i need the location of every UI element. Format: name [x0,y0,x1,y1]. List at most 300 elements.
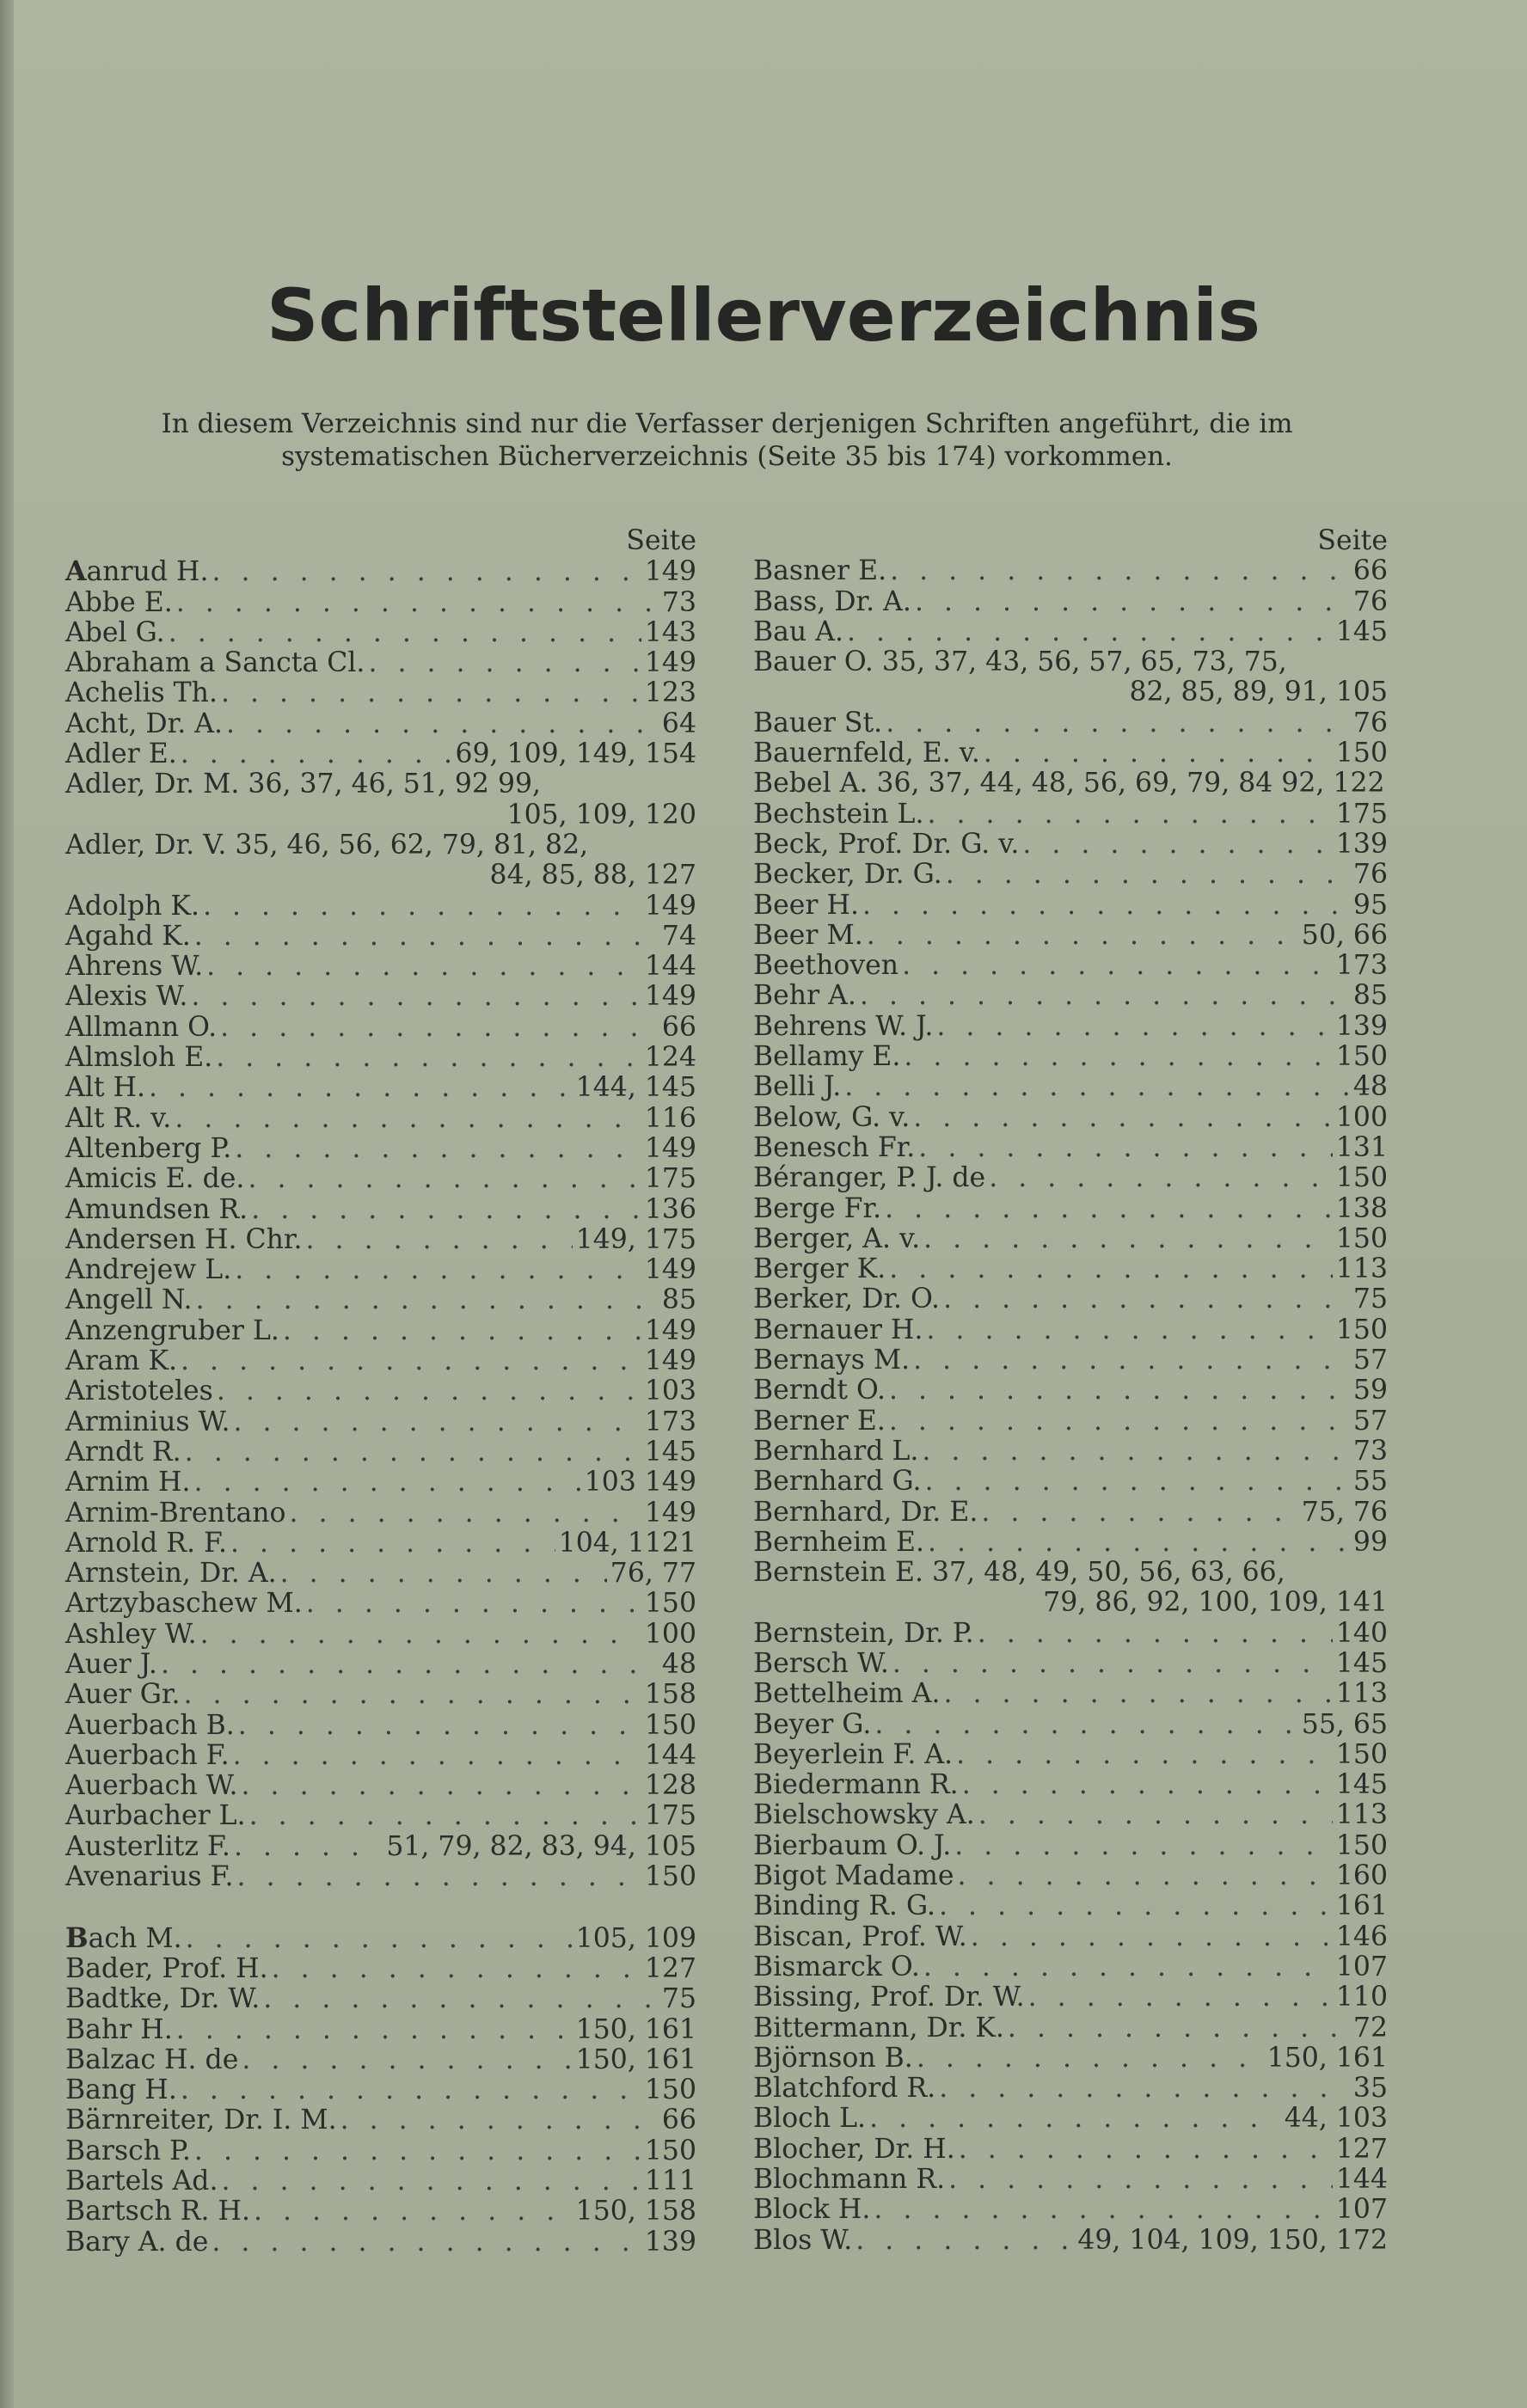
leader-dots [954,1831,1333,1861]
leader-dots [867,921,1298,951]
leader-dots [248,1164,641,1194]
left-column [65,526,696,2258]
entry-pages: 173 [1335,950,1388,982]
leader-dots [939,2074,1350,2104]
entry-pages: 103 149 [584,1467,696,1498]
page-title: Schriftstellerverzeichnis [266,273,1261,358]
entry-name: Aurbacher L. [65,1800,246,1832]
entry-pages: 66 [661,1011,696,1043]
index-entry [65,739,696,769]
seite-header: Seite [1317,525,1388,556]
index-entry [65,769,696,800]
index-entry [753,1437,1388,1467]
entry-name: Bernhard L. [753,1435,919,1467]
entry-name: Björnson B. [753,2042,913,2074]
leader-dots [913,1345,1350,1376]
entry-name: Adler E. [65,738,177,770]
entry-pages: 139 [1335,1010,1388,1042]
leader-dots [234,1832,383,1862]
index-entry [753,2013,1388,2043]
leader-dots [926,1315,1332,1345]
leader-dots [978,1800,1333,1830]
index-entry [65,1650,696,1680]
index-entry [65,2075,696,2105]
entry-name: Beer M. [753,919,863,951]
index-entry [65,1862,696,1892]
entry-name: Bass, Dr. A. [753,585,911,617]
index-entry [65,1832,696,1862]
entry-pages: 74 [661,920,696,952]
leader-dots [918,1133,1333,1163]
leader-dots [212,557,641,587]
entry-pages: 66 [661,2105,696,2136]
leader-dots [1022,830,1333,860]
entry-pages: 59 [1352,1375,1388,1406]
entry-pages: 57 [1352,1405,1388,1437]
entry-name: Bellamy E. [753,1041,901,1073]
entry-initial: A [65,555,87,588]
entry-pages: 107 [1335,1951,1388,1982]
leader-dots [242,1771,641,1801]
entry-pages: 150 [1335,1041,1388,1073]
entry-name: Bary A. de [65,2226,209,2258]
leader-dots [263,1984,659,2014]
entry-pages: 55, 65 [1301,1708,1388,1740]
leader-dots [191,982,641,1012]
leader-dots [971,1922,1333,1952]
leader-dots [340,2105,659,2135]
entry-name: Adolph K. [65,890,199,922]
index-entry [753,1649,1388,1679]
index-entry [65,1316,696,1346]
entry-pages: 105, 109 [575,1922,696,1954]
leader-dots [892,1649,1333,1679]
entry-name: Biedermann R. [753,1769,959,1801]
entry-pages: 72 [1352,2012,1388,2043]
entry-pages: 136 [644,1193,696,1225]
entry-name: Arminius W. [65,1406,230,1437]
leader-dots [226,709,659,739]
entry-name: Blatchford R. [753,2073,936,2105]
leader-dots [890,556,1350,586]
index-entry [65,1407,696,1437]
entry-name-rest: ach M. [88,1922,182,1954]
leader-dots [181,1346,641,1376]
index-entry [65,1285,696,1315]
index-entry [65,1437,696,1467]
leader-dots [283,1316,641,1346]
entry-name: Barsch P. [65,2135,191,2166]
entry-pages: 75 [1352,1284,1388,1315]
entry-name: Bismarck O. [753,1951,920,1982]
index-entry [753,617,1388,647]
entry-pages: 127 [644,1952,696,1984]
leader-dots [206,952,641,982]
entry-pages: 113 [1335,1253,1388,1285]
entry-pages: 150, 161 [575,2043,696,2075]
index-entry [753,1224,1388,1254]
index-entry [65,1620,696,1650]
leader-dots [149,1073,573,1103]
index-entry [753,1831,1388,1861]
index-entry [753,1922,1388,1952]
entry-name: Adler, Dr. M. 36, 37, 46, 51, 92 99, [65,769,542,800]
entry-name: Bärnreiter, Dr. I. M. [65,2105,337,2136]
entry-name: Bauer St. [753,707,883,738]
entry-name: Below, G. v. [753,1101,911,1133]
leader-dots [221,678,641,708]
leader-dots [175,1104,641,1134]
index-entry [753,860,1388,890]
entry-pages: 145 [1335,1769,1388,1801]
index-entry [65,1467,696,1498]
entry-name: Almsloh E. [65,1042,213,1074]
leader-dots [886,708,1350,738]
entry-name: Agahd K. [65,920,191,952]
entry-name: Berger, A. v. [753,1222,921,1254]
entry-name: Alexis W. [65,981,188,1013]
entry-name: Biscan, Prof. W. [753,1921,967,1952]
index-entry [753,1952,1388,1982]
index-entry [753,1072,1388,1102]
index-entry [753,1891,1388,1921]
entry-pages: 104, 1121 [558,1527,696,1559]
index-entry [753,647,1388,677]
entry-name-rest: anrud H. [86,556,209,588]
leader-dots [181,2075,641,2105]
entry-pages: 76, 77 [610,1558,696,1590]
entry-pages: 113 [1335,1799,1388,1831]
leader-dots [917,2043,1264,2074]
leader-dots [844,1072,1350,1102]
index-entry [753,769,1388,799]
leader-dots [984,738,1333,769]
leader-dots [1028,1982,1333,2013]
entry-pages: 48 [661,1648,696,1680]
entry-name: Bauernfeld, E. v. [753,738,980,769]
leader-dots [923,1224,1333,1254]
leader-dots [943,1284,1350,1314]
leader-dots [847,617,1333,647]
entry-pages: 150 [1335,1222,1388,1254]
entry-pages: 95 [1352,889,1388,921]
leader-dots [904,1042,1332,1072]
entry-pages: 76 [1352,859,1388,891]
leader-dots [216,1043,641,1073]
entry-name: Beck, Prof. Dr. G. v. [753,828,1020,860]
entry-name: Béranger, P. J. de [753,1162,986,1194]
entry-name: Auerbach B. [65,1709,235,1741]
index-entry [65,1195,696,1225]
entry-name: Behrens W. J. [753,1010,934,1042]
leader-dots [254,2197,573,2227]
leader-dots [885,1194,1333,1224]
entry-name: Belli J. [753,1071,842,1103]
entry-pages: 145 [1335,1647,1388,1679]
entry-name: Artzybaschew M. [65,1588,303,1620]
index-entry [65,1073,696,1103]
entry-pages: 110 [1335,1982,1388,2013]
index-entry [65,2166,696,2197]
entry-name: Achelis Th. [65,677,218,709]
letter-gap [65,1892,696,1922]
index-entry [753,1861,1388,1891]
index-entry [753,1982,1388,2013]
index-entry [753,1406,1388,1437]
index-entry [65,982,696,1012]
leader-dots [855,2226,1074,2256]
entry-pages: 50, 66 [1301,919,1388,951]
entry-pages: 73 [661,586,696,618]
entry-pages: 138 [1335,1192,1388,1224]
entry-name: Berndt O. [753,1375,886,1406]
entry-pages: 139 [1335,828,1388,860]
index-entry [65,618,696,648]
entry-name: Bernstein, Dr. P. [753,1617,974,1649]
leader-dots [212,2227,641,2258]
entry-pages: 57 [1352,1345,1388,1376]
entry-pages: 150 [644,2074,696,2106]
entry-name: Ashley W. [65,1618,197,1650]
entry-name: Andrejew L. [65,1254,232,1286]
entry-name: Berge Fr. [753,1192,882,1224]
entry-pages: 149 [644,981,696,1013]
entry-pages: 75, 76 [1301,1496,1388,1528]
entry-name: Beethoven [753,950,899,982]
index-entry [753,981,1388,1011]
index-entry [65,1711,696,1741]
index-entry [65,892,696,922]
entry-pages: 150 [644,1588,696,1620]
leader-dots [962,1770,1333,1800]
entry-name: Berker, Dr. O. [753,1284,941,1315]
entry-pages: 128 [644,1770,696,1802]
entry-name: Balzac H. de [65,2043,239,2075]
index-entry [65,1013,696,1043]
entry-pages: 76 [1352,707,1388,738]
leader-dots [948,2165,1333,2195]
entry-pages: 150, 161 [575,2013,696,2045]
index-entry [65,2197,696,2227]
leader-dots [203,892,641,922]
leader-dots [176,588,659,618]
leader-dots [161,1650,659,1680]
leader-dots [280,1559,607,1589]
entry-pages: 48 [1352,1071,1388,1103]
entry-pages: 85 [661,1284,696,1316]
entry-initial: B [65,1921,89,1954]
leader-dots [251,1195,641,1225]
entry-pages: 85 [1352,980,1388,1012]
entry-name: Angell N. [65,1284,193,1316]
entry-pages: 175 [644,1163,696,1195]
entry-pages: 175 [1335,798,1388,830]
leader-dots [196,1285,659,1315]
entry-name [65,1923,182,1954]
index-entry [65,556,696,587]
entry-name: Binding R. G. [753,1890,936,1922]
entry-name: Arnold R. F. [65,1527,228,1559]
entry-pages: 161 [1335,1890,1388,1922]
entry-pages: 44, 103 [1284,2103,1388,2135]
entry-name: Altenberg P. [65,1132,232,1164]
leader-dots [939,1891,1333,1921]
index-entry [753,1042,1388,1072]
entry-name: Bernauer H. [753,1314,923,1345]
index-entry [65,1559,696,1589]
entry-pages: 175 [644,1800,696,1832]
entry-name: Arnstein, Dr. A. [65,1558,277,1590]
entry-name: Andersen H. Chr. [65,1223,303,1255]
index-entry [753,1133,1388,1163]
leader-dots [923,1952,1333,1982]
leader-dots [235,1255,641,1285]
entry-name: Bau A. [753,616,843,647]
leader-dots [928,800,1333,830]
index-entry [753,738,1388,769]
entry-pages: 144 [1335,2164,1388,2196]
leader-dots [306,1225,573,1255]
entry-name: Bittermann, Dr. K. [753,2012,1004,2043]
entry-name: Beer H. [753,889,859,921]
leader-dots [862,891,1350,921]
entry-name: Bettelheim A. [753,1678,941,1710]
leader-dots [874,1710,1297,1740]
entry-pages: 49, 104, 109, 150, 172 [1077,2224,1388,2256]
entry-name: Austerlitz F. [65,1830,230,1862]
entry-pages: 150 [1335,1829,1388,1861]
index-entry [65,1589,696,1619]
leader-dots [936,1012,1333,1042]
leader-dots [290,1498,641,1529]
index-entry [753,587,1388,617]
leader-dots [981,1498,1297,1528]
binding-edge [0,0,14,2408]
index-entry [753,1800,1388,1830]
entry-pages: 149 [644,1345,696,1377]
entry-name: Bernays M. [753,1345,911,1376]
leader-dots [922,1437,1350,1467]
leader-dots [230,1529,555,1559]
leader-dots [272,1954,641,1984]
entry-pages: 150 [644,2135,696,2166]
index-entry [65,922,696,952]
entry-pages: 144 [644,1739,696,1771]
leader-dots [1008,2013,1350,2043]
leader-dots [233,1407,641,1437]
index-entry [753,2226,1388,2256]
entry-pages: 149 [644,1314,696,1346]
entry-pages: 150 [644,1709,696,1741]
index-entry [65,2045,696,2075]
index-entry [65,1104,696,1134]
entry-name: Bechstein L. [753,798,924,830]
entry-pages: 150, 161 [1266,2042,1388,2074]
entry-pages: 150, 158 [575,2196,696,2227]
index-entry [753,921,1388,951]
entry-pages: 149 [644,1132,696,1164]
leader-dots [184,1680,641,1710]
leader-dots [194,1467,581,1498]
entry-name: Anzengruber L. [65,1314,279,1346]
entry-name: Abbe E. [65,586,173,618]
entry-pages: 140 [1335,1617,1388,1649]
index-entry [65,2105,696,2135]
entry-name: Arndt R. [65,1436,181,1467]
index-entry [65,1529,696,1559]
entry-pages: 66 [1352,555,1388,587]
entry-pages: 149 [644,647,696,679]
index-entry [753,2195,1388,2225]
entry-pages: 150 [1335,1314,1388,1345]
entry-name: Bernstein E. 37, 48, 49, 50, 56, 63, 66, [753,1557,1285,1589]
index-entry [753,1467,1388,1497]
index-entry [753,2074,1388,2104]
leader-dots [943,1679,1332,1709]
leader-dots [889,1254,1333,1284]
leader-dots [869,2104,1281,2134]
entry-pages: 139 [644,2226,696,2258]
index-entry [753,951,1388,981]
entry-name: Beyerlein F. A. [753,1738,954,1770]
entry-name: Bloch L. [753,2103,867,2135]
entry-pages: 111 [644,2166,696,2197]
entry-pages: 158 [644,1679,696,1711]
leader-dots [181,739,452,769]
entry-pages-continued: 82, 85, 89, 91, 105 [1129,677,1388,708]
entry-name: Auerbach W. [65,1770,238,1802]
entry-name: Arnim-Brentano [65,1497,286,1529]
index-entry [65,1255,696,1285]
leader-dots [956,1740,1333,1770]
index-entry [753,891,1388,921]
entry-pages: 127 [1335,2133,1388,2165]
entry-name: Bissing, Prof. Dr. W. [753,1982,1025,2013]
index-entry [65,1741,696,1771]
index-entry [753,1194,1388,1224]
entry-pages-continued: 79, 86, 92, 100, 109, 141 [1043,1587,1388,1619]
entry-name: Amicis E. de. [65,1163,245,1195]
index-entry [65,830,696,861]
index-entry [753,1103,1388,1133]
leader-dots [169,618,641,648]
index-entry [753,1284,1388,1314]
entry-name: Alt R. v. [65,1102,172,1134]
leader-dots [989,1163,1333,1193]
right-column [753,526,1388,2256]
index-entry [753,1376,1388,1406]
entry-name: Auer Gr. [65,1679,181,1711]
entry-name: Blocher, Dr. H. [753,2133,955,2165]
entry-name: Bernhard G. [753,1466,922,1498]
entry-name: Badtke, Dr. W. [65,1983,261,2015]
entry-name: Blochmann R. [753,2164,946,2196]
entry-name: Berner E. [753,1405,886,1437]
entry-name: Amundsen R. [65,1193,248,1225]
index-entry [753,1012,1388,1042]
leader-dots [237,1862,641,1892]
index-entry [65,1954,696,1984]
index-entry [65,1498,696,1529]
index-entry [753,1498,1388,1528]
entry-name: Bartsch R. H. [65,2196,250,2227]
leader-dots [200,1620,641,1650]
index-entry [753,1619,1388,1649]
entry-name: Behr A. [753,980,856,1012]
leader-dots [889,1406,1350,1437]
entry-pages: 64 [661,708,696,739]
leader-dots [249,1801,641,1831]
